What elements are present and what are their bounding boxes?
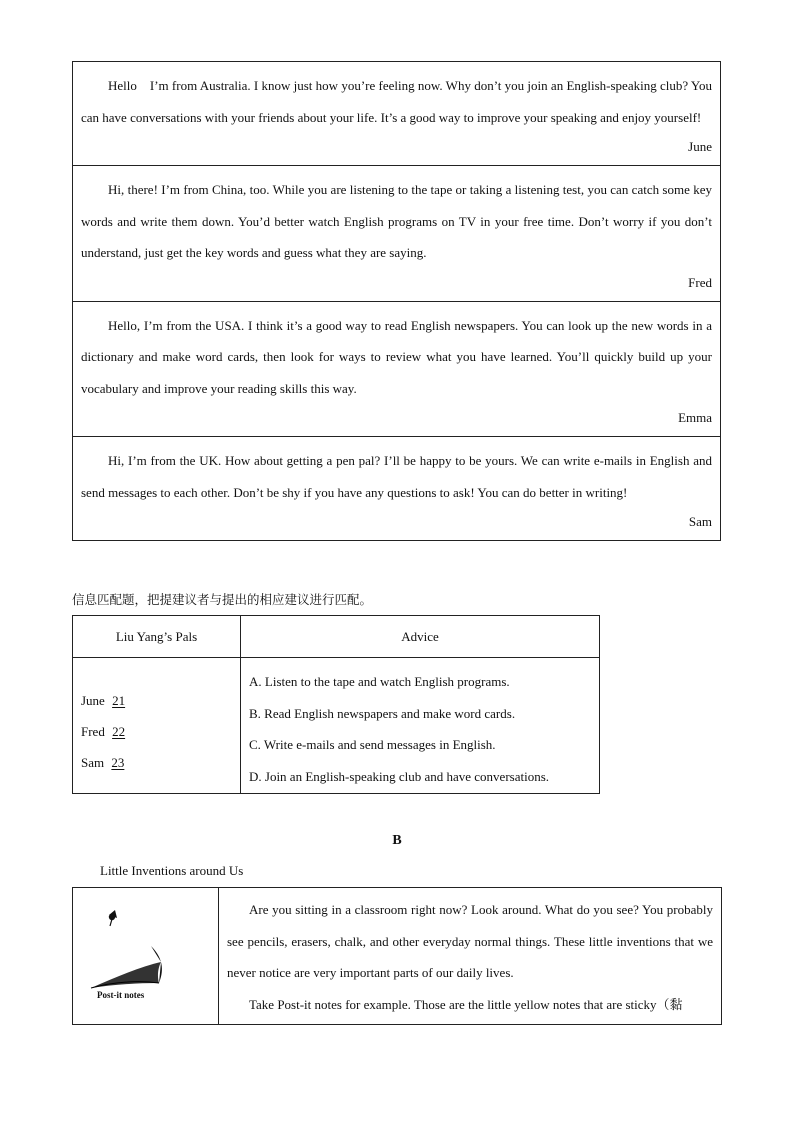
pal-name: June: [81, 693, 105, 708]
advice-option-c: C. Write e-mails and send messages in English.: [249, 737, 496, 752]
letter-text: Hi, there! I’m from China, too. While you are listening to the tape or taking a listening test, you can catch some key words and write them down. You’d better watch English programs on TV in your free time. Don’t worry if you don’t understand, just get the key words and guess what they are saying.: [81, 182, 712, 260]
advice-option-d: D. Join an English-speaking club and have conversations.: [249, 768, 550, 784]
passage-box: [72, 887, 722, 1025]
advice-option-b: B. Read English newspapers and make word cards.: [249, 705, 516, 721]
pals-header: Liu Yang’s Pals: [73, 616, 241, 658]
passage-paragraph: Are you sitting in a classroom right now? Look around. What do you see? You probably see pencils, erasers, chalk, and other everyday normal things. These little inventions that we never notice are very important parts of our daily lives.: [227, 902, 713, 980]
passage-text: [219, 888, 721, 1024]
advice-header: Advice: [241, 616, 599, 658]
answer-blank-22[interactable]: 22: [112, 724, 126, 739]
matching-table: [72, 615, 600, 794]
pushpin-icon: [73, 888, 218, 1024]
letter-sam: [73, 437, 720, 540]
letters-table: [72, 61, 721, 541]
letter-emma: [73, 302, 720, 438]
passage-paragraph: Take Post-it notes for example. Those are the little yellow notes that are sticky（黏: [249, 996, 683, 1012]
letter-signature: Emma: [678, 410, 712, 425]
section-heading: B: [392, 833, 402, 848]
letter-text: Hi, I’m from the UK. How about getting a pen pal? I’ll be happy to be yours. We can write e-mails in English and send messages to each other. Don’t be shy if you have any questions to ask! You can do better in writing!: [81, 453, 712, 500]
pal-name: Sam: [81, 755, 105, 770]
letter-signature: June: [688, 139, 712, 154]
matching-instruction: 信息匹配题，把提建议者与提出的相应建议进行匹配。: [72, 592, 373, 607]
answer-blank-21[interactable]: 21: [112, 693, 126, 708]
passage-title: Little Inventions around Us: [100, 863, 244, 878]
letter-fred: [73, 166, 720, 302]
letter-signature: Fred: [688, 274, 712, 290]
advice-column: [241, 658, 599, 793]
pal-row: [81, 747, 240, 778]
image-caption: Post-it notes: [97, 990, 145, 1000]
letter-june: [73, 62, 720, 166]
pal-row: [81, 685, 240, 716]
pal-name: Fred: [81, 724, 105, 739]
letter-text: Hello I’m from Australia. I know just how you’re feeling now. Why don’t you join an English-speaking club? You can have conversations with your friends about your life. It’s a good way to improve your speaking and enjoy yourself!: [81, 78, 712, 125]
post-it-image: [73, 888, 219, 1024]
answer-blank-23[interactable]: 23: [111, 755, 125, 770]
letter-text: Hello, I’m from the USA. I think it’s a good way to read English newspapers. You can look up the new words in a dictionary and make word cards, then look for ways to review what you have learned. You’ll quickly build up your vocabulary and improve your reading skills this way.: [81, 317, 712, 396]
pals-column: [73, 658, 241, 793]
advice-option-a: A. Listen to the tape and watch English programs.: [249, 674, 510, 689]
pal-row: [81, 716, 240, 747]
letter-signature: Sam: [688, 514, 712, 529]
